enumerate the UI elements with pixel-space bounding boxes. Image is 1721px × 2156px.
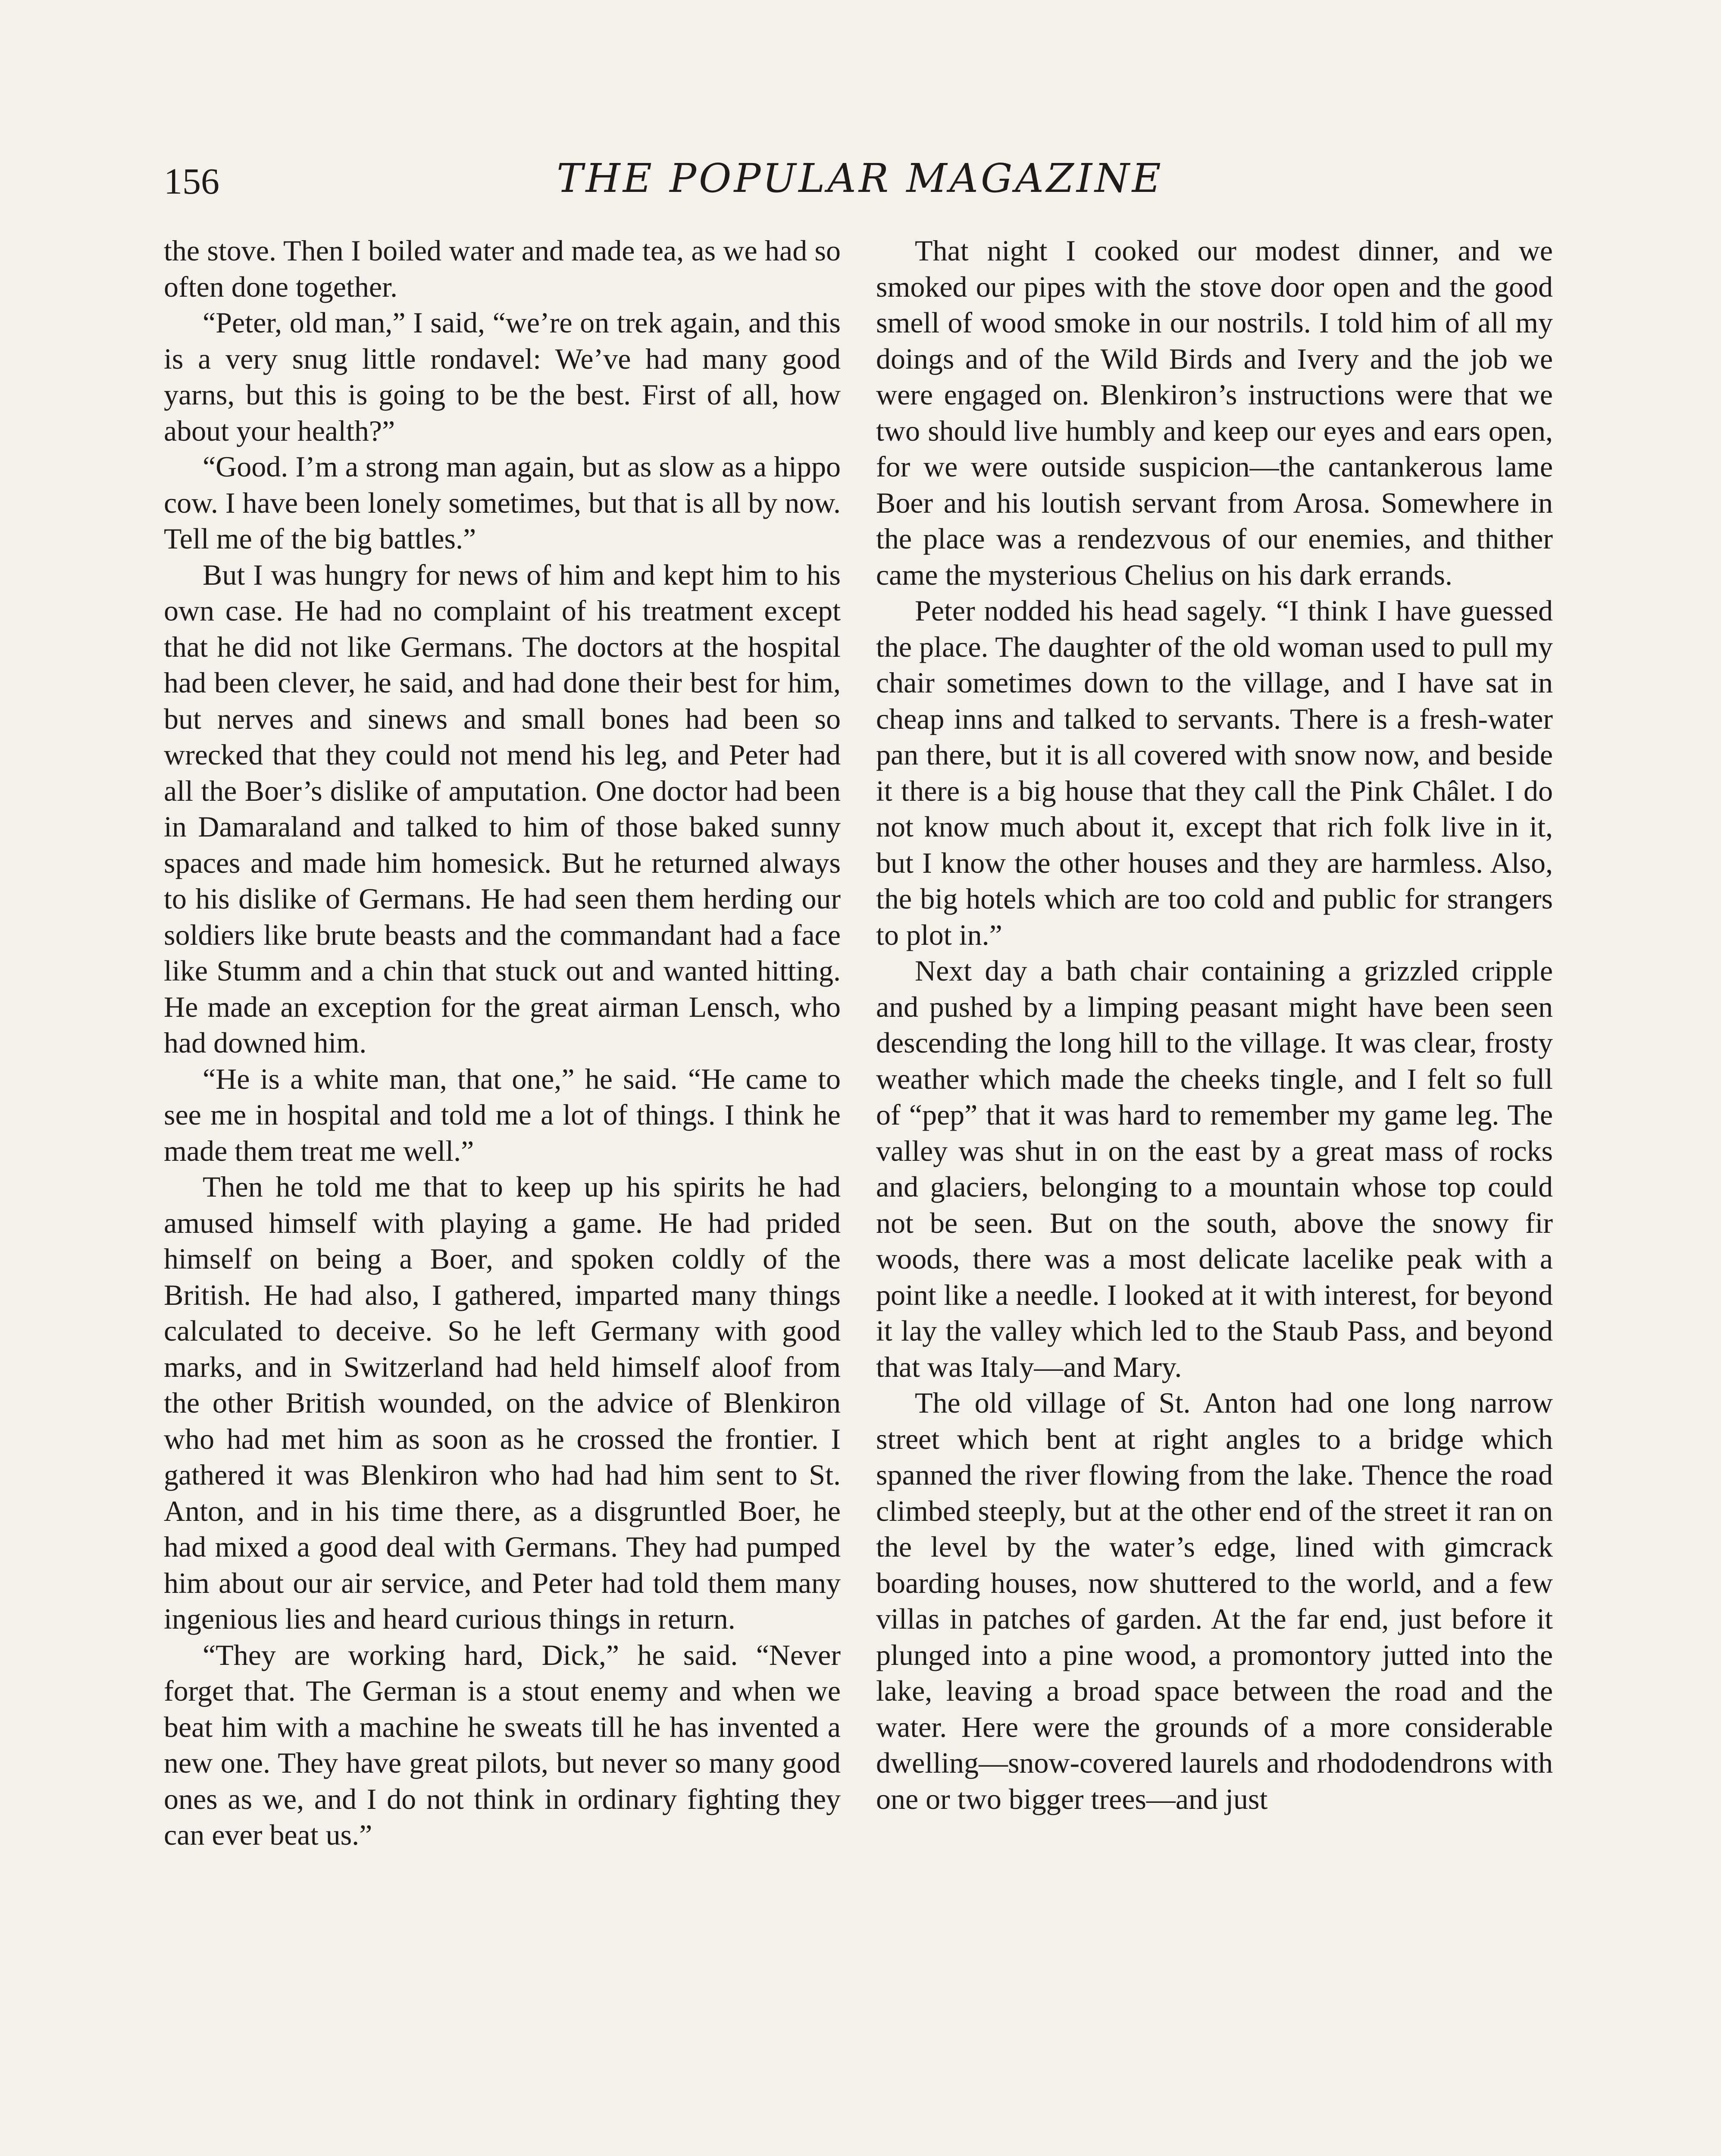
paragraph: But I was hungry for news of him and kept him to his own case. He had no complaint of his treatment except that he did not like Germans. The doctors at the hospital had been clever, he said, and had done their best for him, but nerves and sinews and small bones had been so wrecked that they could not mend his leg, and Peter had all the Boer’s dislike of amputation. One doctor had been in Damaraland and talked to him of those baked sunny spaces and made him homesick. But he returned always to his dislike of Germans. He had seen them herding our soldiers like brute beasts and the commandant had a face like Stumm and a chin that stuck out and wanted hitting. He made an exception for the great airman Lensch, who had downed him.: [164, 558, 841, 1059]
paragraph: “He is a white man, that one,” he said. “He came to see me in hospital and told me a lot of things. I think he made them treat me well.”: [164, 1062, 841, 1167]
paragraph: “Peter, old man,” I said, “we’re on trek again, and this is a very snug little rondavel: We’ve had many good yarns, but this is going to be the best. First of all, how about your health?”: [164, 306, 841, 447]
page-number: 156: [164, 160, 219, 202]
right-column: [876, 233, 1553, 1817]
paragraph: Next day a bath chair containing a grizzled cripple and pushed by a limping peasant might have been seen descending the long hill to the village. It was clear, frosty weather which made the cheeks tingle, and I felt so full of “pep” that it was hard to remember my game leg. The valley was shut in on the east by a great mass of rocks and glaciers, belonging to a mountain whose top could not be seen. But on the south, above the snowy fir woods, there was a most delicate lacelike peak with a point like a needle. I looked at it with interest, for beyond it lay the valley which led to the Staub Pass, and beyond that was Italy—and Mary.: [876, 954, 1553, 1383]
paragraph: “Good. I’m a strong man again, but as slow as a hippo cow. I have been lonely sometimes, but that is all by now. Tell me of the big battles.”: [164, 450, 841, 555]
paragraph: The old village of St. Anton had one long narrow street which bent at right angles to a bridge which spanned the river flowing from the lake. Thence the road climbed steeply, but at the other end of the street it ran on the level by the water’s edge, lined with gimcrack boarding houses, now shuttered to the world, and a few villas in patches of garden. At the far end, just before it plunged into a pine wood, a promontory jutted into the lake, leaving a broad space between the road and the water. Here were the grounds of a more considerable dwelling—snow-covered laurels and rhododendrons with one or two bigger trees—and just: [876, 1386, 1553, 1815]
paragraph: Peter nodded his head sagely. “I think I have guessed the place. The daughter of the old woman used to pull my chair sometimes down to the village, and I have sat in cheap inns and talked to servants. There is a fresh-water pan there, but it is all covered with snow now, and beside it there is a big house that they call the Pink Châlet. I do not know much about it, except that rich folk live in it, but I know the other houses and they are harmless. Also, the big hotels which are too cold and public for strangers to plot in.”: [876, 594, 1553, 951]
page-header: [164, 155, 1556, 207]
paragraph: “They are working hard, Dick,” he said. “Never forget that. The German is a stout enemy and when we beat him with a machine he sweats till he has invented a new one. They have great pilots, but never so many good ones as we, and I do not think in ordinary fighting they can ever beat us.”: [164, 1638, 841, 1851]
paragraph: That night I cooked our modest dinner, and we smoked our pipes with the stove door open and the good smell of wood smoke in our nostrils. I told him of all my doings and of the Wild Birds and Ivery and the job we were engaged on. Blenkiron’s instructions were that we two should live humbly and keep our eyes and ears open, for we were outside suspicion—the cantankerous lame Boer and his loutish servant from Arosa. Somewhere in the place was a rendezvous of our enemies, and thither came the mysterious Chelius on his dark errands.: [876, 234, 1553, 591]
paragraph: the stove. Then I boiled water and made tea, as we had so often done together.: [164, 234, 841, 303]
running-head: THE POPULAR MAGAZINE: [557, 155, 1164, 201]
left-column: [164, 233, 841, 1853]
paragraph: Then he told me that to keep up his spirits he had amused himself with playing a game. He had prided himself on being a Boer, and spoken coldly of the British. He had also, I gathered, imparted many things calculated to deceive. So he left Germany with good marks, and in Switzerland had held himself aloof from the other British wounded, on the advice of Blenkiron who had met him as soon as he crossed the frontier. I gathered it was Blenkiron who had had him sent to St. Anton, and in his time there, as a disgruntled Boer, he had mixed a good deal with Germans. They had pumped him about our air service, and Peter had told them many ingenious lies and heard curious things in return.: [164, 1170, 841, 1635]
